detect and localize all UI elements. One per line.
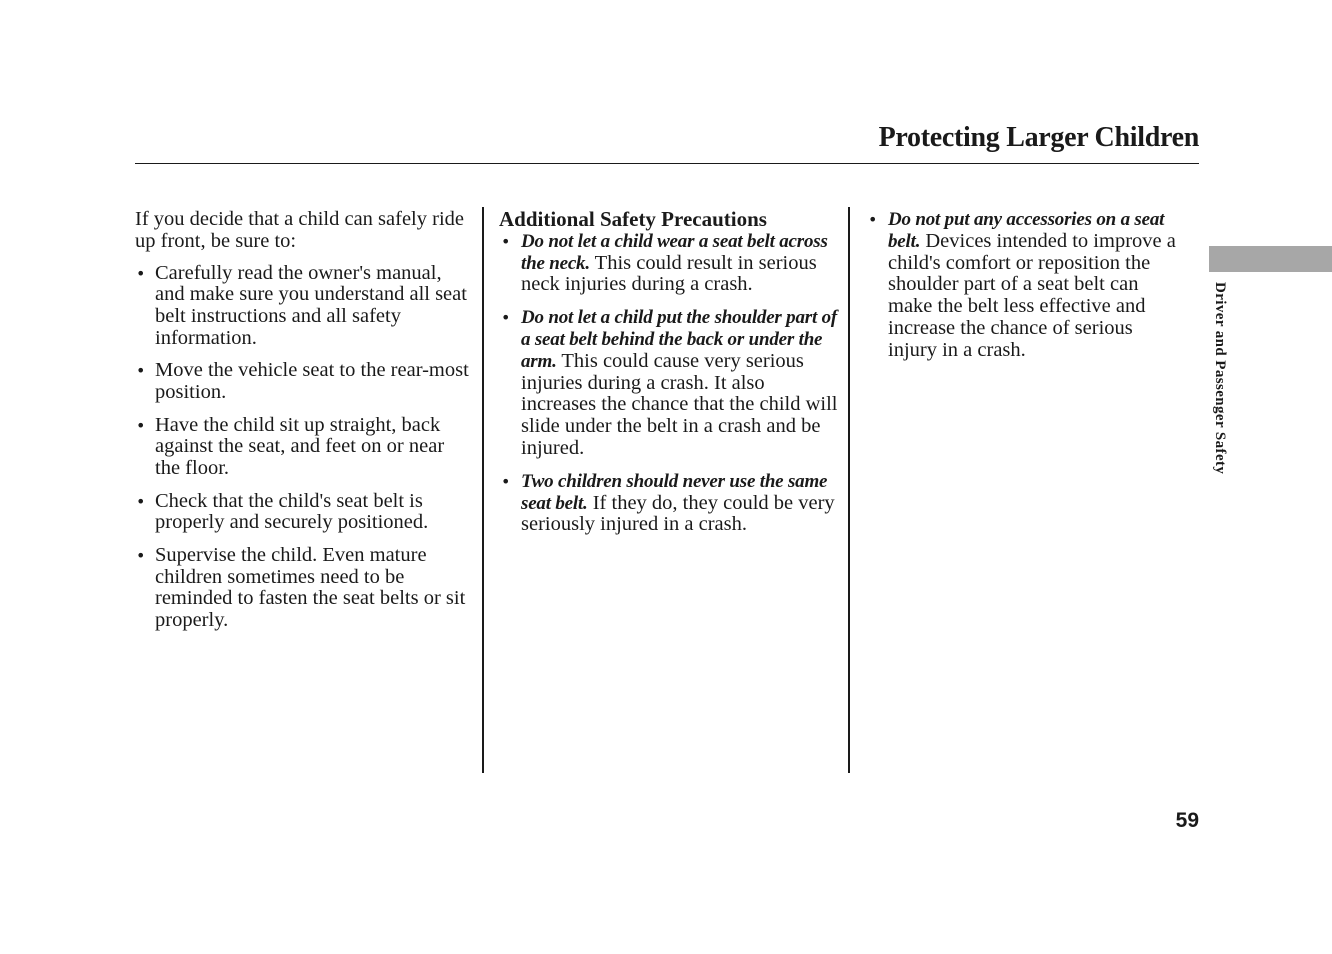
bullet-icon: • bbox=[136, 263, 146, 283]
list-item-text: Have the child sit up straight, back against the seat, and feet on or near the floor. bbox=[155, 413, 445, 480]
warning-emphasis: Do not let a child wear a seat belt across the neck. bbox=[521, 230, 828, 274]
list-item-text: Devices intended to improve a child's comfort or reposition the shoulder part of a seat belt can make the belt less effective and increase the chance of serious injury in a crash. bbox=[888, 229, 1176, 361]
list-item bbox=[499, 307, 839, 460]
bullet-icon: • bbox=[136, 545, 146, 565]
list-item bbox=[135, 415, 470, 480]
column-middle bbox=[499, 209, 839, 547]
list-item bbox=[135, 491, 470, 535]
checklist bbox=[135, 263, 470, 632]
section-side-label: Driver and Passenger Safety bbox=[1212, 282, 1228, 475]
list-item-text: Supervise the child. Even mature children sometimes need to be reminded to fasten the seat belts or sit properly. bbox=[155, 543, 466, 632]
bullet-icon: • bbox=[136, 491, 146, 511]
list-item-text: Carefully read the owner's manual, and make sure you understand all seat belt instructions and all safety information. bbox=[155, 261, 467, 349]
intro-paragraph: If you decide that a child can safely ride up front, be sure to: bbox=[135, 208, 464, 252]
page-title: Protecting Larger Children bbox=[878, 122, 1199, 153]
list-item-text: This could result in serious neck injuries during a crash. bbox=[521, 251, 817, 296]
bullet-icon: • bbox=[136, 415, 146, 435]
column-right bbox=[866, 209, 1186, 373]
bullet-icon: • bbox=[501, 231, 511, 251]
section-tab-marker bbox=[1209, 246, 1332, 272]
warning-emphasis: Two children should never use the same seat belt. bbox=[521, 470, 828, 514]
precautions-list bbox=[499, 231, 839, 536]
warning-emphasis: Do not let a child put the shoulder part of a seat belt behind the back or under the arm. bbox=[521, 307, 838, 372]
bullet-icon: • bbox=[136, 361, 146, 381]
list-item bbox=[135, 360, 470, 404]
list-item-text: Move the vehicle seat to the rear-most position. bbox=[155, 359, 469, 404]
warning-emphasis: Do not put any accessories on a seat belt. bbox=[888, 209, 1165, 252]
list-item-text: If they do, they could be very seriously injured in a crash. bbox=[521, 491, 835, 536]
bullet-icon: • bbox=[868, 210, 878, 229]
list-item-text: Check that the child's seat belt is properly and securely positioned. bbox=[155, 489, 429, 534]
column-divider bbox=[482, 207, 484, 773]
page-number: 59 bbox=[1175, 809, 1199, 832]
column-left bbox=[135, 209, 470, 643]
bullet-icon: • bbox=[501, 471, 511, 491]
bullet-icon: • bbox=[501, 308, 511, 328]
list-item bbox=[499, 471, 839, 536]
column-divider bbox=[848, 207, 850, 773]
accessories-list bbox=[866, 209, 1186, 362]
list-item-text: This could cause very serious injuries during a crash. It also increases the chance that the child will slide under the belt in a crash and be injured. bbox=[521, 349, 838, 459]
title-divider bbox=[135, 163, 1199, 164]
list-item bbox=[866, 209, 1186, 362]
list-item bbox=[499, 231, 839, 296]
section-heading: Additional Safety Precautions bbox=[499, 207, 767, 231]
list-item bbox=[135, 545, 470, 632]
list-item bbox=[135, 263, 470, 350]
